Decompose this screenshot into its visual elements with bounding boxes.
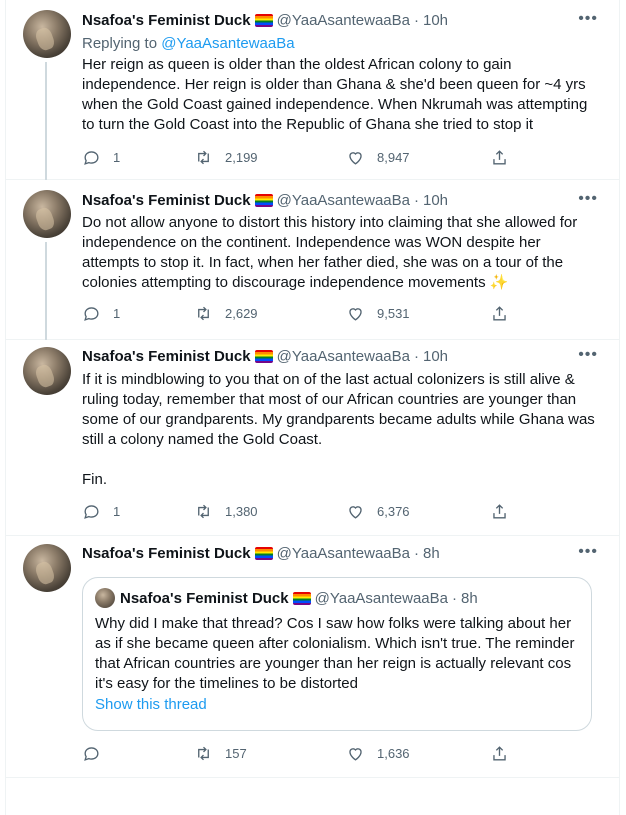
author-name[interactable]: Nsafoa's Feminist Duck <box>82 191 251 209</box>
tweet-actions <box>82 147 512 167</box>
avatar[interactable] <box>23 10 71 58</box>
share-icon <box>490 744 509 763</box>
tweet-header <box>82 346 610 366</box>
share-icon <box>490 502 509 521</box>
tweet-time[interactable]: 10h <box>423 11 449 29</box>
reply-button[interactable] <box>82 502 120 521</box>
author-name[interactable]: Nsafoa's Feminist Duck <box>82 11 251 29</box>
tweet-time[interactable]: 10h <box>423 191 449 209</box>
tweet-actions <box>82 501 512 521</box>
replying-to-link[interactable]: @YaaAsantewaaBa <box>161 35 295 52</box>
reply-icon <box>82 744 101 763</box>
tweet[interactable] <box>5 340 620 536</box>
tweet-header <box>82 10 610 30</box>
like-count: 9,531 <box>377 305 410 321</box>
reply-count: 1 <box>113 149 121 165</box>
retweet-icon <box>194 502 213 521</box>
retweet-button[interactable] <box>194 304 258 323</box>
rainbow-flag-icon <box>255 194 273 207</box>
more-icon[interactable]: ••• <box>578 190 598 207</box>
retweet-button[interactable] <box>194 744 247 763</box>
share-button[interactable] <box>490 148 509 167</box>
reply-icon <box>82 502 101 521</box>
retweet-count: 157 <box>225 745 247 761</box>
author-handle[interactable]: @YaaAsantewaaBa <box>276 11 410 29</box>
reply-icon <box>82 304 101 323</box>
share-button[interactable] <box>490 304 509 323</box>
show-thread-link[interactable]: Show this thread <box>95 696 207 713</box>
more-icon[interactable]: ••• <box>578 10 598 27</box>
heart-icon <box>346 744 365 763</box>
tweet-time[interactable]: 8h <box>423 544 440 562</box>
author-name: Nsafoa's Feminist Duck <box>120 589 289 607</box>
reply-button[interactable] <box>82 744 113 763</box>
rainbow-flag-icon <box>255 547 273 560</box>
tweet-time: 8h <box>461 589 478 607</box>
rainbow-flag-icon <box>255 350 273 363</box>
more-icon[interactable]: ••• <box>578 543 598 560</box>
author-handle[interactable]: @YaaAsantewaaBa <box>276 544 410 562</box>
replying-to <box>82 35 295 52</box>
retweet-count: 2,199 <box>225 149 258 165</box>
avatar[interactable] <box>23 347 71 395</box>
more-icon[interactable]: ••• <box>578 346 598 363</box>
author-handle[interactable]: @YaaAsantewaaBa <box>276 347 410 365</box>
quoted-tweet-text: Why did I make that thread? Cos I saw how folks were talking about her as if she became queen after colonialism. Which isn't true. The reminder that African countries are younger than her reign is actually relevant cos it's easy for the timelines to be distorted <box>95 615 575 692</box>
heart-icon <box>346 502 365 521</box>
author-handle: @YaaAsantewaaBa <box>314 589 448 607</box>
tweet-actions <box>82 743 512 763</box>
avatar <box>95 588 115 608</box>
tweet-text-closing: Fin. <box>82 471 108 488</box>
retweet-count: 2,629 <box>225 305 258 321</box>
tweet-actions <box>82 303 512 323</box>
retweet-icon <box>194 148 213 167</box>
heart-icon <box>346 148 365 167</box>
rainbow-flag-icon <box>255 14 273 27</box>
retweet-button[interactable] <box>194 502 258 521</box>
tweet-header <box>82 543 610 563</box>
separator-dot: · <box>414 191 419 209</box>
reply-button[interactable] <box>82 148 120 167</box>
quoted-tweet-header <box>95 588 478 608</box>
share-button[interactable] <box>490 502 509 521</box>
reply-count: 1 <box>113 503 121 519</box>
tweet-header <box>82 190 610 210</box>
like-button[interactable] <box>346 502 410 521</box>
author-handle[interactable]: @YaaAsantewaaBa <box>276 191 410 209</box>
thread-connector-line <box>45 62 47 180</box>
like-button[interactable] <box>346 304 410 323</box>
retweet-button[interactable] <box>194 148 258 167</box>
share-icon <box>490 148 509 167</box>
reply-button[interactable] <box>82 304 120 323</box>
like-count: 6,376 <box>377 503 410 519</box>
author-name[interactable]: Nsafoa's Feminist Duck <box>82 544 251 562</box>
quoted-tweet[interactable] <box>82 577 592 731</box>
separator-dot: · <box>452 589 457 607</box>
retweet-icon <box>194 744 213 763</box>
tweet-text: Her reign as queen is older than the oldest African colony to gain independence. Her reign is older than Ghana & she'd been queen for ~4 yrs when the Gold Coast gained independence. When Nkrumah was attempting to turn the Gold Coast into the Republic of Ghana she tried to stop it <box>82 56 588 133</box>
like-button[interactable] <box>346 148 410 167</box>
tweet-text-body: Do not allow anyone to distort this history into claiming that she allowed for independence on the continent. Independence was WON despite her attempts to stop it. In fact, when her father died, she was on a tour of the colonies attempting to discourage independence movements <box>82 214 578 291</box>
share-icon <box>490 304 509 323</box>
tweet[interactable] <box>5 0 620 180</box>
separator-dot: · <box>414 544 419 562</box>
tweet[interactable] <box>5 180 620 340</box>
thread-connector-line <box>45 242 47 340</box>
like-count: 8,947 <box>377 149 410 165</box>
retweet-count: 1,380 <box>225 503 258 519</box>
retweet-icon <box>194 304 213 323</box>
sparkles-emoji: ✨ <box>489 274 509 291</box>
like-count: 1,636 <box>377 745 410 761</box>
tweet-text: If it is mindblowing to you that on of the last actual colonizers is still alive & ruling today, remember that most of our African countries are younger than some of our grandparents. My grandparents became adults while Ghana was still a colony named the Gold Coast. <box>82 371 595 448</box>
separator-dot: · <box>414 11 419 29</box>
heart-icon <box>346 304 365 323</box>
author-name[interactable]: Nsafoa's Feminist Duck <box>82 347 251 365</box>
tweet-time[interactable]: 10h <box>423 347 449 365</box>
share-button[interactable] <box>490 744 509 763</box>
reply-icon <box>82 148 101 167</box>
avatar[interactable] <box>23 190 71 238</box>
separator-dot: · <box>414 347 419 365</box>
like-button[interactable] <box>346 744 410 763</box>
avatar[interactable] <box>23 544 71 592</box>
reply-count: 1 <box>113 305 121 321</box>
tweet-text <box>82 213 602 293</box>
rainbow-flag-icon <box>293 592 311 605</box>
replying-prefix: Replying to <box>82 35 158 52</box>
tweet[interactable] <box>5 536 620 778</box>
